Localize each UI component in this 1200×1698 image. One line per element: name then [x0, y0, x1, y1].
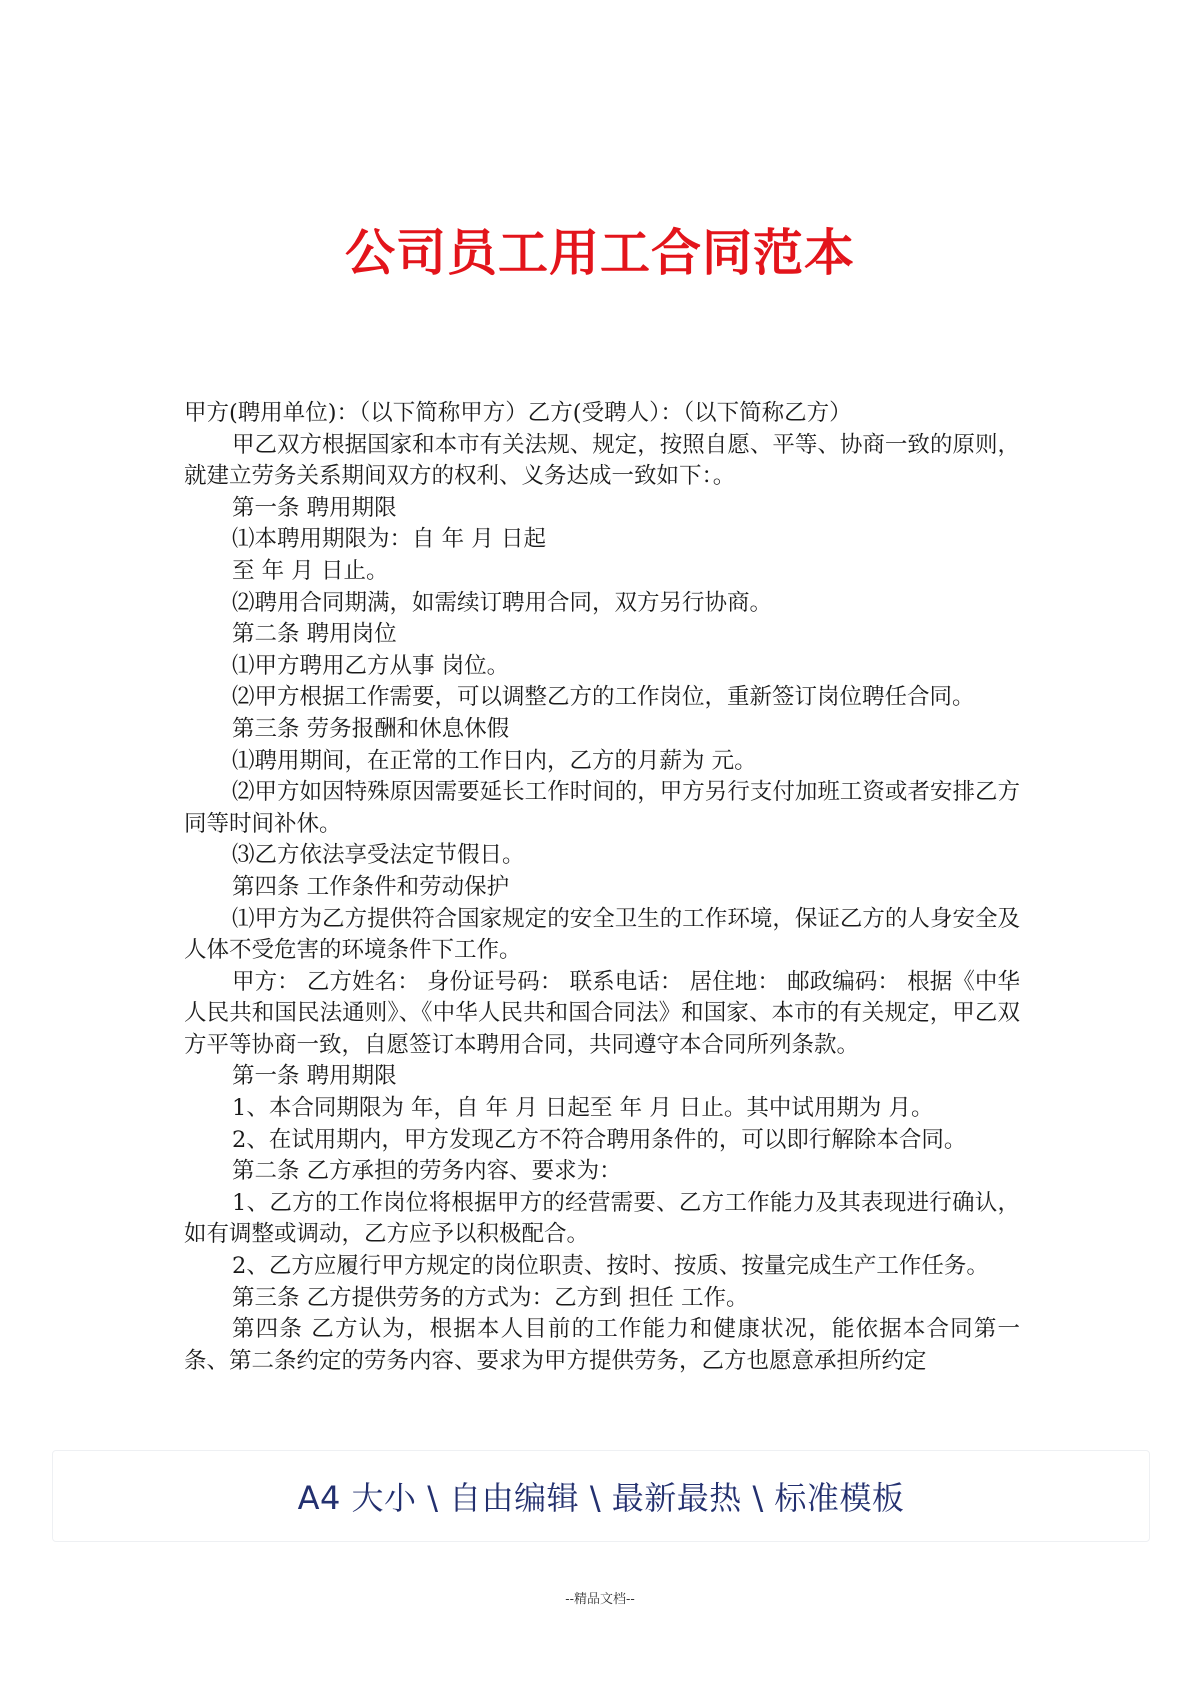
paragraph: ⑶乙方依法享受法定节假日。: [232, 842, 525, 869]
document-body: [184, 398, 1020, 1458]
paragraph: 第三条 乙方提供劳务的方式为：乙方到 担任 工作。: [232, 1284, 749, 1311]
paragraph: ⑴本聘用期限为：自 年 月 日起: [232, 526, 546, 553]
page-footer: --精品文档--: [565, 1592, 635, 1607]
paragraph: 甲方： 乙方姓名： 身份证号码： 联系电话： 居住地： 邮政编码： 根据《中华人民共和国民法通则》、《中华人民共和国合同法》和国家、本市的有关规定，甲乙双方平等协商一致，自愿签订本聘用合同，共同遵守本合同所列条款。: [184, 968, 1020, 1058]
paragraph: 甲方(聘用单位)：（以下简称甲方）乙方(受聘人）：（以下简称乙方）: [184, 400, 852, 426]
document-title: 公司员工用工合同范本: [345, 224, 855, 282]
paragraph: 第一条 聘用期限: [232, 494, 397, 521]
paragraph: ⑴甲方聘用乙方从事 岗位。: [232, 652, 510, 679]
promo-banner: [52, 1450, 1150, 1542]
paragraph: 2、在试用期内，甲方发现乙方不符合聘用条件的，可以即行解除本合同。: [232, 1126, 967, 1153]
paragraph: 甲乙双方根据国家和本市有关法规、规定，按照自愿、平等、协商一致的原则，就建立劳务关系期间双方的权利、义务达成一致如下：。: [184, 431, 1020, 490]
paragraph: 至 年 月 日止。: [232, 557, 389, 584]
promo-banner-text: A4 大小 \ 自由编辑 \ 最新最热 \ 标准模板: [297, 1479, 905, 1517]
paragraph: ⑵甲方根据工作需要，可以调整乙方的工作岗位，重新签订岗位聘任合同。: [232, 684, 975, 711]
paragraph: 第一条 聘用期限: [232, 1063, 397, 1090]
paragraph: 第三条 劳务报酬和休息休假: [232, 715, 510, 742]
paragraph: 1、本合同期限为 年，自 年 月 日起至 年 月 日止。其中试用期为 月。: [232, 1095, 934, 1122]
paragraph: 第二条 乙方承担的劳务内容、要求为：: [232, 1158, 622, 1185]
paragraph: 1、乙方的工作岗位将根据甲方的经营需要、乙方工作能力及其表现进行确认，如有调整或调动，乙方应予以积极配合。: [184, 1189, 1020, 1248]
paragraph: 第四条 工作条件和劳动保护: [232, 873, 510, 900]
paragraph: ⑴聘用期间，在正常的工作日内，乙方的月薪为 元。: [232, 747, 757, 774]
paragraph: ⑴甲方为乙方提供符合国家规定的安全卫生的工作环境，保证乙方的人身安全及人体不受危害的环境条件下工作。: [184, 905, 1020, 964]
paragraph: ⑵甲方如因特殊原因需要延长工作时间的，甲方另行支付加班工资或者安排乙方同等时间补休。: [184, 779, 1020, 837]
paragraph: 第四条 乙方认为，根据本人目前的工作能力和健康状况，能依据本合同第一条、第二条约定的劳务内容、要求为甲方提供劳务，乙方也愿意承担所约定: [184, 1316, 1020, 1374]
paragraph: ⑵聘用合同期满，如需续订聘用合同，双方另行协商。: [232, 589, 773, 616]
paragraph: 第二条 聘用岗位: [232, 621, 397, 648]
paragraph: 2、乙方应履行甲方规定的岗位职责、按时、按质、按量完成生产工作任务。: [232, 1253, 989, 1280]
